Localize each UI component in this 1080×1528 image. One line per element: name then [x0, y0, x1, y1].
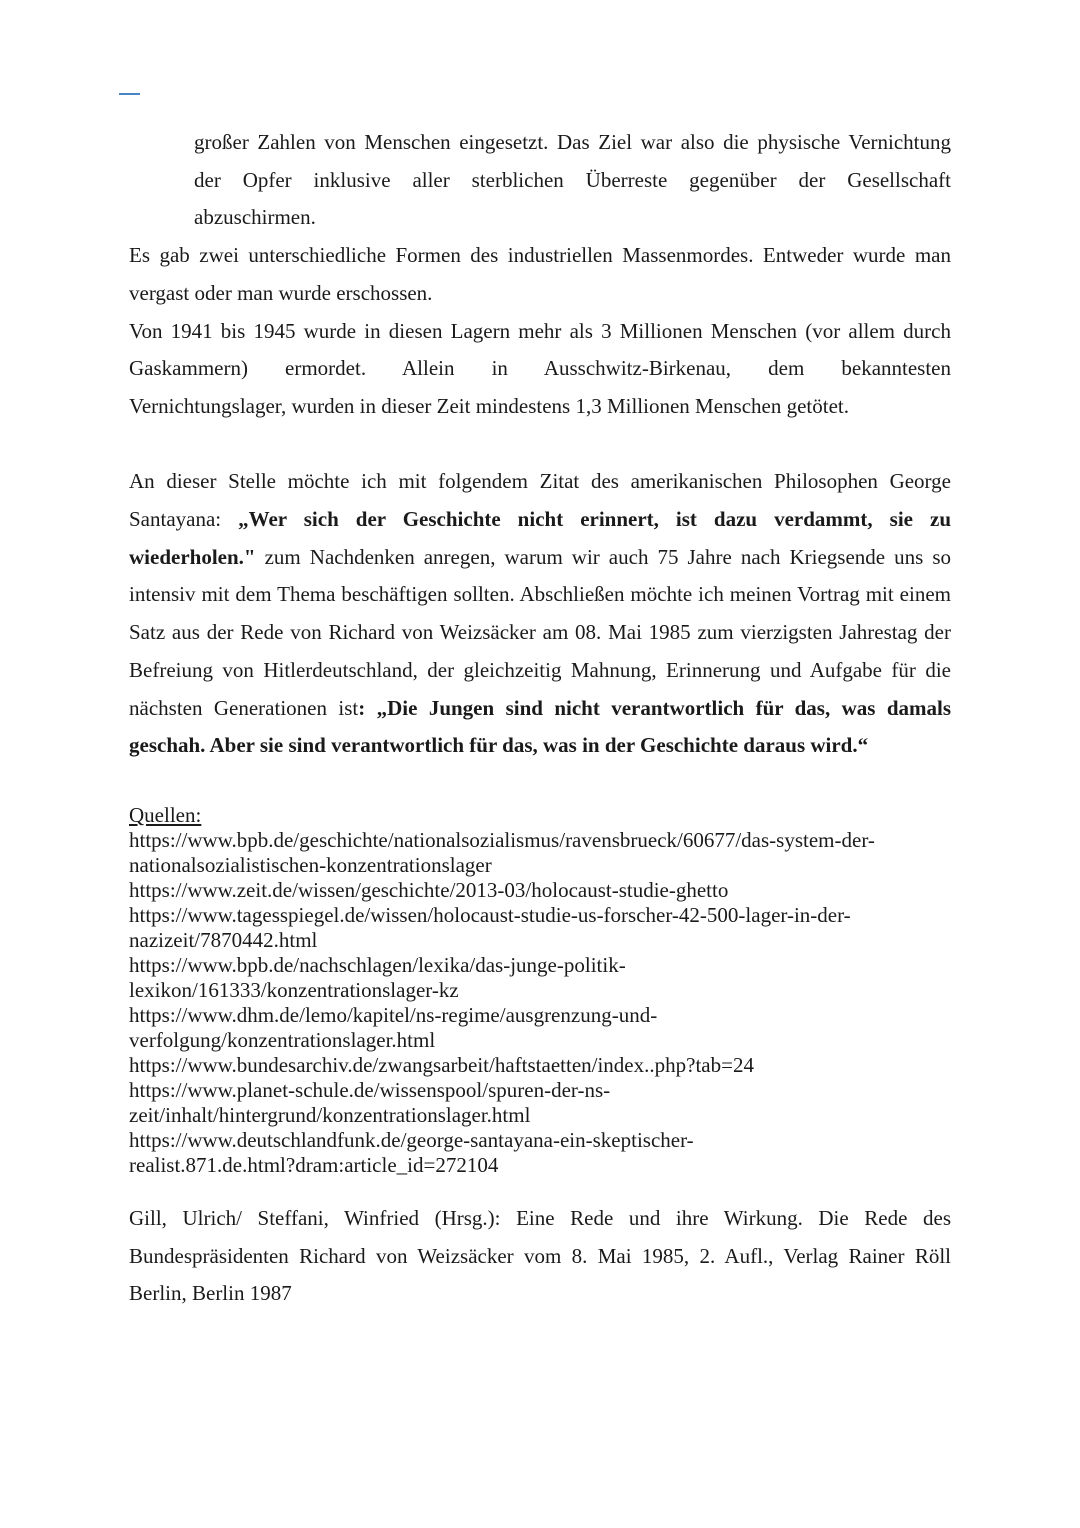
text-line: vergast oder man wurde erschossen. — [129, 280, 433, 305]
text-line: Von 1941 bis 1945 wurde in diesen Lagern mehr als 3 Millionen Menschen (vor allem durch — [129, 318, 951, 343]
source-line[interactable]: https://www.deutschlandfunk.de/george-santayana-ein-skeptischer- — [129, 1127, 694, 1152]
text-line: Vernichtungslager, wurden in dieser Zeit mindestens 1,3 Millionen Menschen getötet. — [129, 393, 849, 418]
source-line[interactable]: https://www.tagesspiegel.de/wissen/holocaust-studie-us-forscher-42-500-lager-in-der- — [129, 902, 851, 927]
top-margin-mark — [119, 93, 140, 95]
source-line[interactable]: https://www.zeit.de/wissen/geschichte/2013-03/holocaust-studie-ghetto — [129, 877, 729, 902]
paragraph-victims — [129, 313, 951, 426]
text-line: abzuschirmen. — [194, 205, 316, 230]
text-line: Gaskammern) ermordet. Allein in Ausschwitz-Birkenau, dem bekanntesten — [129, 356, 951, 381]
paragraph-conclusion — [129, 463, 951, 765]
source-line[interactable]: https://www.dhm.de/lemo/kapitel/ns-regime/ausgrenzung-und- — [129, 1002, 658, 1027]
santayana-quote: „Wer sich der Geschichte nicht erinnert, ist dazu verdammt, sie zu wiederholen." — [129, 507, 951, 569]
source-line[interactable]: https://www.bpb.de/geschichte/nationalsozialismus/ravensbrueck/60677/das-system-der- — [129, 827, 875, 852]
paragraph-mass-murder-forms — [129, 237, 951, 312]
source-line[interactable]: nazizeit/7870442.html — [129, 927, 318, 952]
conclusion-intro: An dieser Stelle möchte ich mit folgendem Zitat des amerikanischen Philosophen George Santayana: — [129, 469, 951, 532]
text-line: der Opfer inklusive aller sterblichen Überreste gegenüber der Gesellschaft — [194, 167, 951, 192]
document-page — [129, 124, 951, 1313]
paragraph-continuation — [194, 124, 951, 237]
sources-label: Quellen: — [129, 802, 202, 827]
source-line[interactable]: https://www.bpb.de/nachschlagen/lexika/das-junge-politik- — [129, 952, 626, 977]
source-line[interactable]: https://www.planet-schule.de/wissenspool/spuren-der-ns- — [129, 1077, 611, 1102]
bibliography-entry: Gill, Ulrich/ Steffani, Winfried (Hrsg.): Eine Rede und ihre Wirkung. Die Rede des Bundespräsidenten Richard von Weizsäcker vom 8. Mai 1985, 2. Aufl., Verlag Rainer Röll Berlin, Berlin 1987 — [129, 1205, 951, 1306]
source-line[interactable]: nationalsozialistischen-konzentrationslager — [129, 852, 492, 877]
source-line[interactable]: lexikon/161333/konzentrationslager-kz — [129, 977, 459, 1002]
source-line[interactable]: zeit/inhalt/hintergrund/konzentrationslager.html — [129, 1102, 531, 1127]
sources-heading — [129, 803, 951, 828]
source-line[interactable]: verfolgung/konzentrationslager.html — [129, 1027, 436, 1052]
weizsaecker-quote: : „Die Jungen sind nicht verantwortlich für das, was damals geschah. Aber sie sind verantwortlich für das, was in der Geschichte daraus wird.“ — [129, 695, 951, 758]
conclusion-middle: zum Nachdenken anregen, warum wir auch 75 Jahre nach Kriegsende uns so intensiv mit dem Thema beschäftigen sollten. Abschließen möchte ich meinen Vortrag mit einem Satz aus der Rede von Richard von Weizsäcker am 08. Mai 1985 zum vierzigsten Jahrestag der Befreiung von Hitlerdeutschland, der gleichzeitig Mahnung, Erinnerung und Aufgabe für die nächsten Generationen ist — [129, 544, 951, 720]
source-line[interactable]: realist.871.de.html?dram:article_id=272104 — [129, 1152, 499, 1177]
text-line: großer Zahlen von Menschen eingesetzt. Das Ziel war also die physische Vernichtung — [194, 130, 951, 154]
text-line: Es gab zwei unterschiedliche Formen des industriellen Massenmordes. Entweder wurde man — [129, 243, 951, 268]
sources-list — [129, 828, 951, 1178]
source-line[interactable]: https://www.bundesarchiv.de/zwangsarbeit/haftstaetten/index..php?tab=24 — [129, 1052, 754, 1077]
